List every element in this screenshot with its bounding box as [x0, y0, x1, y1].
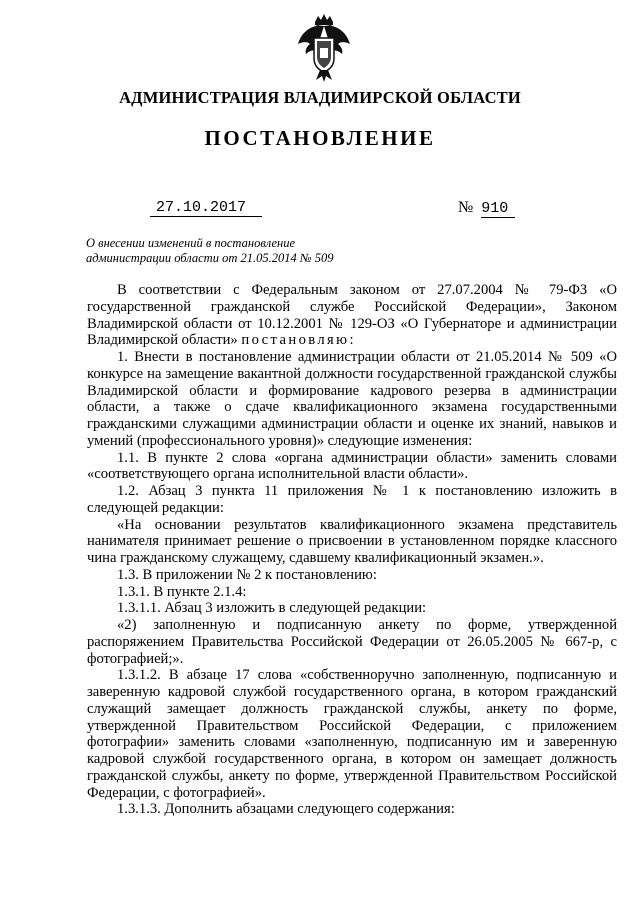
body-paragraph: «2) заполненную и подписанную анкету по форме, утвержденной распоряжением Правительства Российской Федерации от 26.05.2005 № 667-р, с фотографией;».: [87, 617, 617, 667]
resolves-text: постановляю:: [241, 332, 356, 349]
organization-name: АДМИНИСТРАЦИЯ ВЛАДИМИРСКОЙ ОБЛАСТИ: [119, 88, 521, 107]
document-number: [458, 199, 515, 218]
body-paragraph: 1.3.1.3. Дополнить абзацами следующего содержания:: [117, 801, 455, 818]
body-paragraph: 1.3. В приложении № 2 к постановлению:: [117, 566, 377, 583]
body-paragraph: 1.3.1.2. В абзаце 17 слова «собственноручно заполненную, подписанную и заверенную кадровой службой государственного органа, в котором гражданский служащий замещает должность гражданской службы, анкету по форме, утвержденной Правительством Российской Федерации, с приложением фотографии» заменить словами «заполненную, подписанную им и заверенную кадровой службой государственного органа, в котором он замещает должность гражданской службы, анкету по форме, утвержденной Правительством Российской Федерации, с фотографией».: [87, 667, 617, 801]
number-value: 910: [481, 200, 515, 218]
subject-line: О внесении изменений в постановление: [86, 236, 296, 250]
intro-paragraph: [87, 282, 617, 349]
subject-line: администрации области от 21.05.2014 № 509: [86, 251, 334, 265]
document-date: 27.10.2017: [150, 199, 262, 217]
body-paragraph: 1.3.1.1. Абзац 3 изложить в следующей редакции:: [117, 600, 427, 617]
body-paragraph: 1. Внести в постановление администрации области от 21.05.2014 № 509 «О конкурсе на замещение вакантной должности государственной гражданской службы Владимирской области и формирование кадрового резерва в администрации области, а также о сдаче квалификационного экзамена государственными гражданскими служащими администрации области и оценке их знаний, навыков и умений (профессионального уровня)» следующие изменения:: [87, 349, 617, 449]
coat-of-arms-icon: [296, 14, 352, 84]
document-subject: [86, 236, 386, 266]
document-body: [87, 282, 617, 818]
body-paragraph: 1.2. Абзац 3 пункта 11 приложения № 1 к постановлению изложить в следующей редакции:: [87, 483, 617, 516]
document-type-title: ПОСТАНОВЛЕНИЕ: [204, 126, 436, 150]
number-sign: №: [458, 199, 474, 216]
body-paragraph: «На основании результатов квалификационного экзамена представитель нанимателя принимает решение о присвоении в установленном порядке классного чина гражданскому служащему, сдавшему квалификационный экзамен.».: [87, 516, 617, 566]
intro-text: В соответствии с Федеральным законом от 27.07.2004 № 79-ФЗ «О государственной гражданской службе Российской Федерации», Законом Владимирской области от 10.12.2001 № 129-ОЗ «О Губернаторе и администрации Владимирской области»: [87, 282, 617, 349]
body-paragraph: 1.3.1. В пункте 2.1.4:: [117, 583, 247, 600]
body-paragraph: 1.1. В пункте 2 слова «органа администрации области» заменить словами «соответствующего органа исполнительной власти области».: [87, 449, 617, 483]
